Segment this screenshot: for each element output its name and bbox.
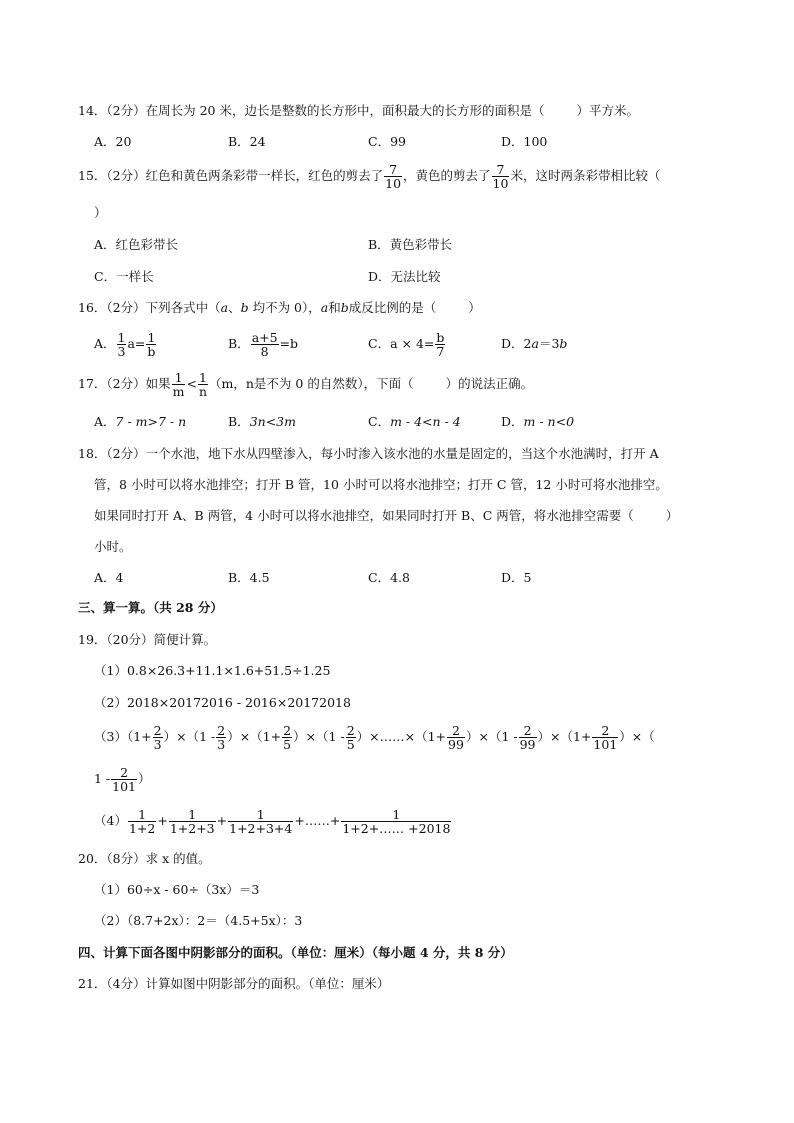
- q19-part-2: （2）2018×20172016 - 2016×20172018: [94, 695, 351, 710]
- option-b: [228, 327, 298, 361]
- product-term: [250, 723, 317, 752]
- question-number: 17．（2分）: [78, 376, 146, 391]
- separator: 、: [228, 300, 241, 315]
- question-14-stem: [78, 103, 639, 119]
- term-post: ）: [138, 771, 151, 786]
- q20-part-2: （2）（8.7+2x）：2＝（4.5+5x）：3: [94, 913, 303, 928]
- denominator: 1+2+3: [169, 821, 215, 836]
- fraction: [346, 724, 356, 751]
- term-pre: （1 -: [316, 729, 345, 744]
- denominator: 99: [448, 737, 464, 752]
- option-text: =b: [279, 336, 299, 351]
- product-term: [126, 723, 187, 752]
- question-text: 一个水池，地下水从四壁渗入，每小时渗入该水池的水量是固定的，当这个水池满时，打开 A: [145, 446, 659, 461]
- denominator: n: [198, 384, 208, 399]
- denominator: m: [172, 384, 185, 399]
- product-term: [560, 723, 655, 752]
- var-b: b: [559, 336, 568, 351]
- option-b: B．24: [228, 134, 266, 149]
- term-post: ）×: [537, 729, 561, 744]
- denominator: 5: [346, 737, 355, 752]
- part-label: （3）: [94, 729, 127, 744]
- product-term: [415, 723, 489, 752]
- denominator: 7: [436, 344, 445, 359]
- numerator: 2: [447, 724, 465, 738]
- denominator: 99: [519, 737, 536, 752]
- option-a: A．红色彩带长: [94, 237, 179, 252]
- question-text: ）的说法正确。: [445, 376, 534, 391]
- option-text: 2: [523, 336, 532, 351]
- option-c: C．99: [368, 134, 406, 149]
- question-text: 成反比例的是（: [348, 300, 437, 315]
- question-text: 简便计算。: [153, 632, 217, 647]
- fraction: [169, 808, 216, 835]
- var-b: b: [240, 300, 249, 315]
- fraction: [228, 808, 293, 835]
- question-text: 在周长为 20 米，边长是整数的长方形中，面积最大的长方形的面积是（: [145, 103, 545, 118]
- fraction: [251, 331, 279, 358]
- fraction: [492, 163, 510, 190]
- numerator: 1: [341, 808, 451, 822]
- fraction: [117, 331, 127, 358]
- option-a: [94, 327, 157, 361]
- option-d: D．无法比较: [368, 269, 441, 284]
- option-a: A．20: [94, 134, 132, 149]
- denominator: 3: [117, 344, 126, 359]
- q20-part-1: （1）60÷x - 60÷（3x）＝3: [94, 882, 260, 897]
- question-number: 21．（4分）: [78, 976, 146, 991]
- var-a: a: [320, 300, 329, 315]
- fraction: [435, 331, 445, 358]
- question-text: （m，n是不为 0 的自然数），下面（: [209, 376, 414, 391]
- var-b: b: [340, 300, 349, 315]
- product-term: [186, 723, 251, 752]
- denominator: 5: [283, 737, 292, 752]
- option-c: [368, 327, 446, 361]
- numerator: 1: [172, 371, 186, 385]
- fraction: [592, 724, 618, 751]
- ellipsis: +……+: [294, 813, 341, 828]
- fraction: [282, 724, 292, 751]
- less-than: <: [186, 376, 197, 391]
- denominator: 8: [260, 344, 269, 359]
- fraction: [146, 331, 156, 358]
- question-text: 和: [328, 300, 341, 315]
- term-post: ）×: [227, 729, 251, 744]
- option-expr: m - 4<n - 4: [390, 414, 461, 429]
- option-expr: m - n<0: [523, 414, 575, 429]
- option-d: [501, 414, 574, 430]
- numerator: 2: [346, 723, 355, 738]
- option-a: [94, 414, 186, 430]
- numerator: 2: [217, 723, 226, 738]
- question-number: 18．（2分）: [78, 446, 146, 461]
- option-b: B．4.5: [228, 570, 270, 585]
- q19-part-4: （4） $\frac{1}{1+2}$ + $\frac{1}{1+2+3}$ + $\frac{1}{1+2+3+4}$ +……+ $\frac{1}{1+2+\dots\dots +2018}$: [94, 807, 451, 836]
- option-c: C．4.8: [368, 570, 410, 585]
- question-text: ，黄色的剪去了: [403, 168, 491, 183]
- question-18-line-2: 管，8 小时可以将水池排空；打开 B 管，10 小时可以将水池排空；打开 C 管，12 小时可将水池排空。: [94, 477, 668, 492]
- option-text: ＝3: [538, 336, 560, 351]
- denominator: b: [147, 344, 156, 359]
- fraction: [216, 724, 226, 751]
- fraction: [153, 724, 163, 751]
- option-label: B．: [228, 414, 250, 429]
- term-pre: （1+: [126, 729, 152, 744]
- option-expr: 7 - m>7 - n: [115, 414, 187, 429]
- option-label: C．: [368, 414, 391, 429]
- question-text: 下列各式中（: [145, 300, 221, 315]
- option-label: D．: [501, 414, 524, 429]
- question-number: 14．（2分）: [78, 103, 146, 118]
- fraction: [341, 808, 451, 835]
- term-pre: （1+: [415, 729, 447, 744]
- q19-part-3: [94, 720, 655, 754]
- fraction: [447, 724, 465, 751]
- question-text: 均不为 0），: [248, 300, 321, 315]
- term-pre: （1+: [250, 729, 282, 744]
- denominator: 101: [593, 737, 618, 752]
- option-label: B．: [228, 336, 250, 351]
- product-terms: [126, 723, 655, 752]
- term-pre: （1 -: [186, 729, 216, 744]
- denominator: 1+2+3+4: [229, 821, 293, 836]
- denominator: 101: [112, 779, 137, 794]
- question-16-stem: [78, 300, 481, 316]
- numerator: 1: [147, 330, 156, 345]
- term-post: ）×: [163, 729, 187, 744]
- question-17-stem: [78, 367, 533, 401]
- part-label: （4）: [94, 813, 127, 828]
- bracket-close: ）: [665, 508, 679, 523]
- question-21-stem: [78, 976, 389, 992]
- question-text: 计算如图中阴影部分的面积。（单位：厘米）: [145, 976, 390, 991]
- question-18-line-1: [78, 446, 659, 462]
- option-label: D．: [501, 336, 524, 351]
- numerator: 1: [199, 370, 207, 385]
- section-4-heading: 四、计算下面各图中阴影部分的面积。（单位：厘米）（每小题 4 分，共 8 分）: [78, 945, 513, 960]
- numerator: 2: [519, 724, 537, 738]
- option-b: [228, 414, 296, 430]
- option-text: a × 4=: [390, 336, 435, 351]
- fraction: [519, 724, 537, 751]
- numerator: 7: [384, 163, 402, 177]
- option-d: [501, 336, 567, 352]
- numerator: 2: [283, 723, 292, 738]
- question-number: 15．（2分）: [78, 168, 146, 183]
- fraction: [384, 163, 402, 190]
- fraction: [128, 808, 156, 835]
- option-a: A．4: [94, 570, 124, 585]
- option-expr: 3n<3m: [249, 414, 296, 429]
- product-term: [316, 723, 416, 752]
- option-b: B．黄色彩带长: [368, 237, 453, 252]
- term-pre: （1 -: [488, 729, 518, 744]
- numerator: 1: [228, 808, 293, 822]
- question-18-line-3: [94, 508, 678, 524]
- term-post: ）×: [293, 729, 317, 744]
- option-label: C．: [368, 336, 391, 351]
- question-number: 16．（2分）: [78, 300, 146, 315]
- numerator: 1: [169, 808, 216, 822]
- denominator: 3: [217, 737, 226, 752]
- numerator: 7: [492, 163, 510, 177]
- numerator: 2: [592, 724, 618, 738]
- term-pre: （1+: [560, 729, 592, 744]
- question-15-stem: [78, 159, 660, 193]
- denominator: 1+2+…… +2018: [342, 821, 451, 836]
- question-text-tail: ）平方米。: [576, 103, 639, 118]
- question-text: 如果同时打开 A、B 两管，4 小时可以将水池排空，如果同时打开 B、C 两管，将水池排空需要（: [94, 508, 634, 523]
- bracket-close: ）: [94, 205, 107, 220]
- option-d: D．100: [501, 134, 548, 149]
- q19-part-3-cont: [94, 762, 151, 796]
- fraction: [198, 371, 208, 398]
- denominator: 10: [492, 176, 509, 191]
- numerator: 1: [117, 330, 126, 345]
- bracket-close: ）: [468, 300, 481, 315]
- fraction: [172, 371, 186, 398]
- section-3-heading: 三、算一算。（共 28 分）: [78, 600, 223, 615]
- question-text: 如果: [145, 376, 171, 391]
- option-label: A．: [94, 336, 116, 351]
- term-pre: 1 -: [94, 771, 111, 786]
- answer-bracket[interactable]: [94, 205, 107, 221]
- option-d: D．5: [501, 570, 532, 585]
- numerator: a+5: [251, 330, 278, 345]
- option-c: [368, 414, 461, 430]
- question-number: 19．（20分）: [78, 632, 154, 647]
- denominator: 3: [153, 737, 162, 752]
- question-text: 米，这时两条彩带相比较（: [510, 168, 661, 183]
- question-20-stem: [78, 851, 211, 867]
- question-text: 求 x 的值。: [145, 851, 211, 866]
- numerator: 1: [128, 808, 156, 822]
- option-label: A．: [94, 414, 116, 429]
- denominator: 10: [385, 176, 402, 191]
- option-text: a=: [127, 336, 146, 351]
- var-a: a: [220, 300, 229, 315]
- numerator: b: [436, 330, 445, 345]
- question-18-line-4: 小时。: [94, 539, 132, 554]
- term-post: ）×……×: [356, 729, 416, 744]
- denominator: 1+2: [128, 821, 156, 836]
- question-text: 红色和黄色两条彩带一样长，红色的剪去了: [145, 168, 384, 183]
- q19-part-1: （1）0.8×26.3+11.1×1.6+51.5÷1.25: [94, 663, 331, 678]
- question-number: 20．（8分）: [78, 851, 146, 866]
- numerator: 2: [111, 766, 137, 780]
- question-19-stem: [78, 632, 216, 648]
- term-post: ）×（: [619, 729, 655, 744]
- option-c: C．一样长: [94, 269, 154, 284]
- fraction: [111, 766, 137, 793]
- product-term: [488, 723, 561, 752]
- var-a: a: [531, 336, 539, 351]
- numerator: 2: [153, 723, 162, 738]
- term-post: ）×: [465, 729, 489, 744]
